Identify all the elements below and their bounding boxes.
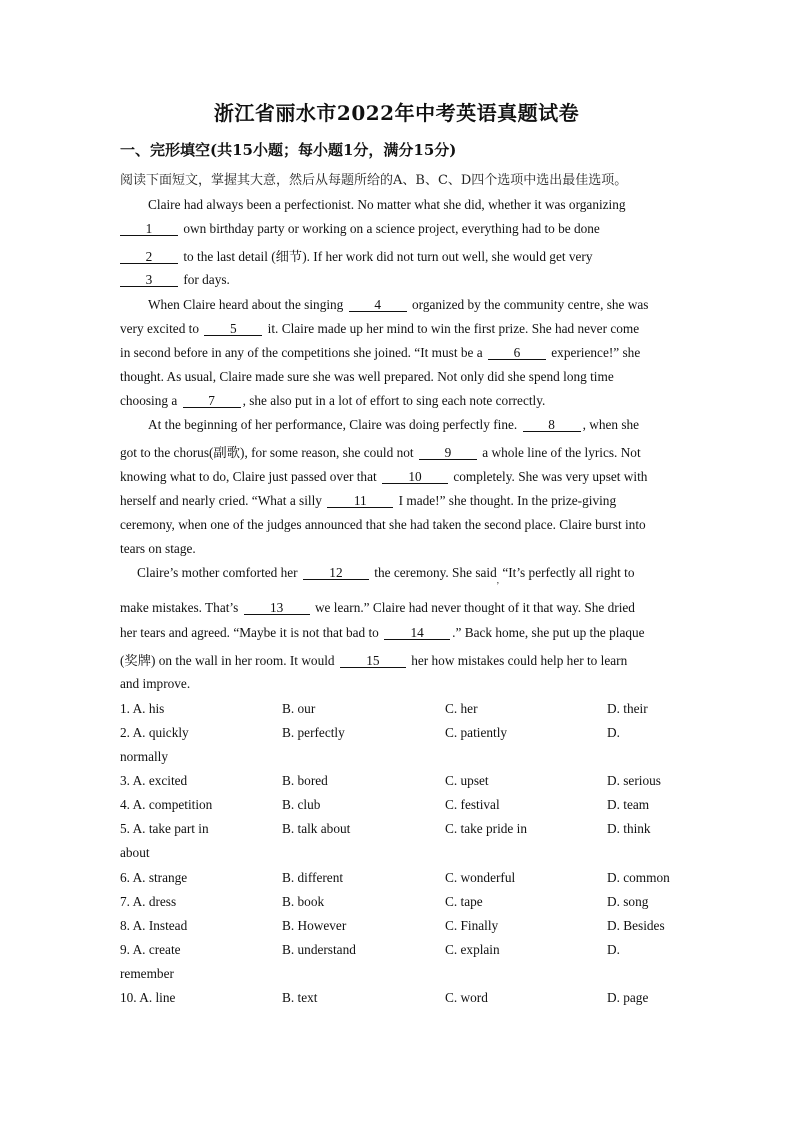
- blank-12: 12: [303, 566, 369, 580]
- option-c[interactable]: C. wonderful: [445, 870, 516, 885]
- passage-text: , she also put in a lot of effort to sing each note correctly.: [242, 393, 546, 408]
- blank-6: 6: [488, 346, 546, 360]
- passage-text: , when she: [582, 417, 640, 432]
- blank-15: 15: [340, 654, 406, 668]
- passage-line: [120, 246, 680, 265]
- option-a[interactable]: 1. A. his: [120, 701, 165, 716]
- option-b[interactable]: B. text: [282, 990, 318, 1005]
- passage-text: very excited to: [120, 321, 200, 336]
- blank-4: 4: [349, 298, 407, 312]
- passage-text: tears on stage.: [120, 541, 196, 556]
- option-b[interactable]: B. different: [282, 870, 344, 885]
- option-d[interactable]: D. think: [607, 821, 651, 836]
- option-d[interactable]: D. their: [607, 701, 648, 716]
- blank-3: 3: [120, 273, 178, 287]
- passage-line: [120, 565, 697, 585]
- passage-text: experience!” she: [551, 345, 641, 360]
- passage-text: thought. As usual, Claire made sure she was well prepared. Not only did she spend long time: [120, 369, 614, 384]
- passage-text: a whole line of the lyrics. Not: [482, 445, 641, 460]
- passage-text: When Claire heard about the singing: [148, 297, 344, 312]
- passage-line: [120, 541, 680, 557]
- passage-text: knowing what to do, Claire just passed over that: [120, 469, 377, 484]
- page-title: 浙江省丽水市2022年中考英语真题试卷: [213, 101, 580, 125]
- option-c[interactable]: C. upset: [445, 773, 489, 788]
- passage-line: [120, 321, 680, 337]
- passage-text: I made!” she thought. In the prize-giving: [398, 493, 617, 508]
- comma-mark: ,: [496, 575, 499, 585]
- blank-14: 14: [384, 626, 450, 640]
- passage-text: own birthday party or working on a science project, everything had to be done: [183, 221, 600, 236]
- option-b[interactable]: B. However: [282, 918, 347, 933]
- option-a[interactable]: 2. A. quickly: [120, 725, 189, 740]
- blank-9: 9: [419, 446, 477, 460]
- option-a[interactable]: 3. A. excited: [120, 773, 188, 788]
- option-b[interactable]: B. understand: [282, 942, 356, 957]
- option-d[interactable]: D.: [607, 942, 620, 957]
- option-d[interactable]: D.: [607, 725, 620, 740]
- option-c[interactable]: C. festival: [445, 797, 500, 812]
- passage-line: [120, 600, 680, 616]
- passage-text: ceremony, when one of the judges announced that she had taken the second place. Claire burst into: [120, 517, 646, 532]
- passage-text: At the beginning of her performance, Claire was doing perfectly fine.: [148, 417, 518, 432]
- passage-text: her tears and agreed. “Maybe it is not that bad to: [120, 625, 379, 640]
- passage-line: [120, 517, 680, 533]
- option-a[interactable]: 10. A. line: [120, 990, 176, 1005]
- passage-text: Claire had always been a perfectionist. No matter what she did, whether it was organizing: [148, 197, 626, 212]
- passage-line: [120, 369, 680, 385]
- passage-line: [120, 221, 680, 237]
- passage-line: [120, 442, 680, 461]
- passage-text: “It’s perfectly all right to: [502, 565, 635, 580]
- blank-1: 1: [120, 222, 178, 236]
- passage-text: to the last detail (细节). If her work did not turn out well, she would get very: [183, 249, 593, 264]
- passage-line: [120, 650, 680, 669]
- option-a[interactable]: 4. A. competition: [120, 797, 213, 812]
- passage-line: [120, 297, 708, 313]
- instruction-text: 阅读下面短文，掌握其大意，然后从每题所给的A、B、C、D四个选项中选出最佳选项。: [120, 173, 628, 188]
- option-d[interactable]: D. song: [607, 894, 649, 909]
- option-d-wrap[interactable]: remember: [120, 966, 174, 981]
- option-c[interactable]: C. take pride in: [445, 821, 527, 836]
- passage-text: organized by the community centre, she was: [412, 297, 649, 312]
- passage-text: completely. She was very upset with: [453, 469, 648, 484]
- option-c[interactable]: C. tape: [445, 894, 483, 909]
- passage-line: [120, 676, 680, 692]
- passage-line: [120, 469, 680, 485]
- passage-line: [120, 197, 708, 213]
- passage-text: we learn.” Claire had never thought of it that way. She dried: [314, 600, 635, 615]
- blank-10: 10: [382, 470, 448, 484]
- option-b[interactable]: B. talk about: [282, 821, 351, 836]
- option-d-wrap[interactable]: normally: [120, 749, 169, 764]
- option-a[interactable]: 6. A. strange: [120, 870, 188, 885]
- passage-text: .” Back home, she put up the plaque: [452, 625, 645, 640]
- passage-line: [120, 417, 708, 433]
- passage-text: and improve.: [120, 676, 191, 691]
- passage-line: [120, 345, 680, 361]
- option-a-wrap[interactable]: about: [120, 845, 150, 860]
- blank-8: 8: [523, 418, 581, 432]
- option-d[interactable]: D. page: [607, 990, 649, 1005]
- blank-2: 2: [120, 250, 178, 264]
- passage-text: it. Claire made up her mind to win the first prize. She had never come: [267, 321, 640, 336]
- option-c[interactable]: C. explain: [445, 942, 500, 957]
- passage-text: her how mistakes could help her to learn: [411, 653, 628, 668]
- section-heading: 一、完形填空(共15小题；每小题1分，满分15分): [120, 141, 457, 159]
- option-b[interactable]: B. book: [282, 894, 325, 909]
- option-c[interactable]: C. patiently: [445, 725, 508, 740]
- passage-text: make mistakes. That’s: [120, 600, 239, 615]
- passage-text: in second before in any of the competitions she joined. “It must be a: [120, 345, 483, 360]
- blank-11: 11: [327, 494, 393, 508]
- option-a[interactable]: 5. A. take part in: [120, 821, 209, 836]
- blank-13: 13: [244, 601, 310, 615]
- option-d[interactable]: D. team: [607, 797, 650, 812]
- option-d[interactable]: D. Besides: [607, 918, 665, 933]
- passage-line: [120, 625, 680, 641]
- passage-line: [120, 493, 680, 509]
- passage-text: (奖牌) on the wall in her room. It would: [120, 653, 335, 668]
- option-b[interactable]: B. our: [282, 701, 316, 716]
- option-b[interactable]: B. bored: [282, 773, 328, 788]
- passage-text: Claire’s mother comforted her: [137, 565, 298, 580]
- passage-text: choosing a: [120, 393, 178, 408]
- option-a[interactable]: 9. A. create: [120, 942, 181, 957]
- passage-text: herself and nearly cried. “What a silly: [120, 493, 322, 508]
- blank-7: 7: [183, 394, 241, 408]
- option-b[interactable]: B. perfectly: [282, 725, 345, 740]
- option-a[interactable]: 8. A. Instead: [120, 918, 188, 933]
- passage-line: [120, 393, 680, 409]
- passage-text: the ceremony. She said: [374, 565, 497, 580]
- passage-text: got to the chorus(副歌), for some reason, she could not: [120, 445, 414, 460]
- option-b[interactable]: B. club: [282, 797, 321, 812]
- option-d[interactable]: D. common: [607, 870, 670, 885]
- option-c[interactable]: C. Finally: [445, 918, 499, 933]
- option-c[interactable]: C. her: [445, 701, 478, 716]
- passage-line: [120, 272, 680, 288]
- option-c[interactable]: C. word: [445, 990, 488, 1005]
- passage-text: for days.: [183, 272, 230, 287]
- option-a[interactable]: 7. A. dress: [120, 894, 177, 909]
- option-d[interactable]: D. serious: [607, 773, 661, 788]
- blank-5: 5: [204, 322, 262, 336]
